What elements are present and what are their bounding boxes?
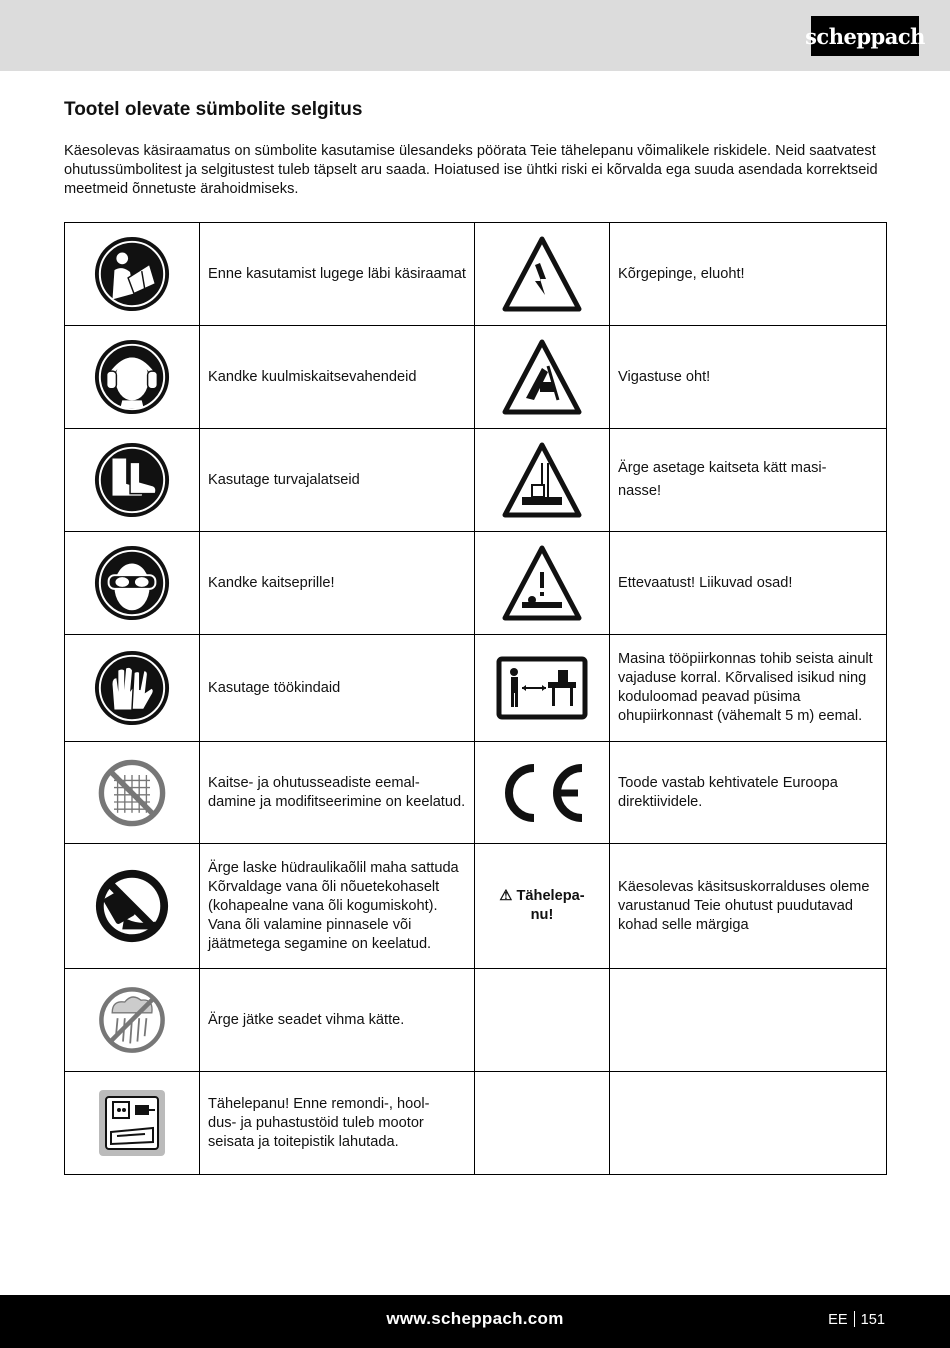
ce-mark-icon	[475, 742, 610, 844]
moving-parts-warning-icon	[475, 532, 610, 635]
protective-gloves-icon	[65, 635, 200, 742]
table-row	[65, 635, 887, 742]
empty-cell	[610, 969, 887, 1072]
empty-cell	[610, 1072, 887, 1175]
empty-cell	[475, 1072, 610, 1175]
page-number	[828, 1311, 885, 1328]
page-title: Tootel olevate sümbolite selgitus	[64, 99, 363, 120]
intro-paragraph: Käesolevas käsiraamatus on sümbolite kasutamise ülesandeks pöörata Teie tähelepanu võimalikele riskidele. Neid saatvatest ohutussümbolitest ja selgitustest tuleb täpselt aru saada. Hoiatused ise ühtki riski ei kõrvalda ega suuda asendada korrektseid meetmeid õnnetuste ärahoidmiseks.	[64, 143, 878, 197]
scheppach-logo: scheppach	[811, 16, 919, 56]
unplug-before-maintenance-icon	[65, 1072, 200, 1175]
symbol-description: Kandke kaitseprille!	[200, 532, 475, 635]
symbol-description: Ärge jätke seadet vihma kätte.	[200, 969, 475, 1072]
table-row	[65, 844, 887, 969]
table-row	[65, 429, 887, 532]
empty-cell	[475, 969, 610, 1072]
symbol-description: Masina tööpiirkonnas tohib seista ainult vajaduse korral. Kõrvalised isikud ning koduloomad peavad püsima ohupiirkonnast (vähemalt 5 m) eemal.	[610, 635, 887, 742]
symbol-description: Kaitse- ja ohutusseadiste eemal- damine ja modifitseerimine on keelatud.	[200, 742, 475, 844]
keep-distance-icon	[475, 635, 610, 742]
header-bar	[0, 0, 950, 71]
footer-website: www.scheppach.com	[386, 1309, 564, 1328]
hearing-protection-icon	[65, 326, 200, 429]
table-row	[65, 326, 887, 429]
symbols-table	[64, 222, 887, 1175]
table-row	[65, 532, 887, 635]
language-code: EE	[828, 1312, 848, 1328]
high-voltage-warning-icon	[475, 223, 610, 326]
footer-divider	[854, 1311, 855, 1327]
symbol-description: Käesolevas käsitsuskorralduses oleme varustanud Teie ohutust puudutavad kohad selle märgiga	[610, 844, 887, 969]
caution-label: ⚠ Tähelepa- nu!	[475, 844, 610, 969]
symbol-description: Vigastuse oht!	[610, 326, 887, 429]
symbol-description: Ärge laske hüdraulikaõlil maha sattuda Kõrvaldage vana õli nõuetekohaselt (kohapealne vana õli kogumiskoht). Vana õli valamine pinnasele või jäätmetega segamine on keelatud.	[200, 844, 475, 969]
footer-bar	[0, 1295, 950, 1348]
no-oil-spill-icon	[65, 844, 200, 969]
symbol-description: Ärge asetage kaitseta kätt masi- nasse!	[610, 429, 887, 532]
hand-crush-warning-icon	[475, 429, 610, 532]
no-rain-icon	[65, 969, 200, 1072]
injury-hazard-icon	[475, 326, 610, 429]
safety-goggles-icon	[65, 532, 200, 635]
table-row	[65, 742, 887, 844]
symbol-description: Ettevaatust! Liikuvad osad!	[610, 532, 887, 635]
symbol-description: Enne kasutamist lugege läbi käsiraamat	[200, 223, 475, 326]
safety-boots-icon	[65, 429, 200, 532]
symbol-description: Kasutage töökindaid	[200, 635, 475, 742]
table-row	[65, 1072, 887, 1175]
no-guard-removal-icon	[65, 742, 200, 844]
read-manual-icon	[65, 223, 200, 326]
symbol-description: Tähelepanu! Enne remondi-, hool- dus- ja puhastustöid tuleb mootor seisata ja toitepistik lahutada.	[200, 1072, 475, 1175]
table-row	[65, 223, 887, 326]
table-row	[65, 969, 887, 1072]
symbol-description: Kasutage turvajalatseid	[200, 429, 475, 532]
page-number-value: 151	[860, 1312, 885, 1328]
symbol-description: Kõrgepinge, eluoht!	[610, 223, 887, 326]
symbol-description: Kandke kuulmiskaitsevahendeid	[200, 326, 475, 429]
symbol-description: Toode vastab kehtivatele Euroopa direktiividele.	[610, 742, 887, 844]
